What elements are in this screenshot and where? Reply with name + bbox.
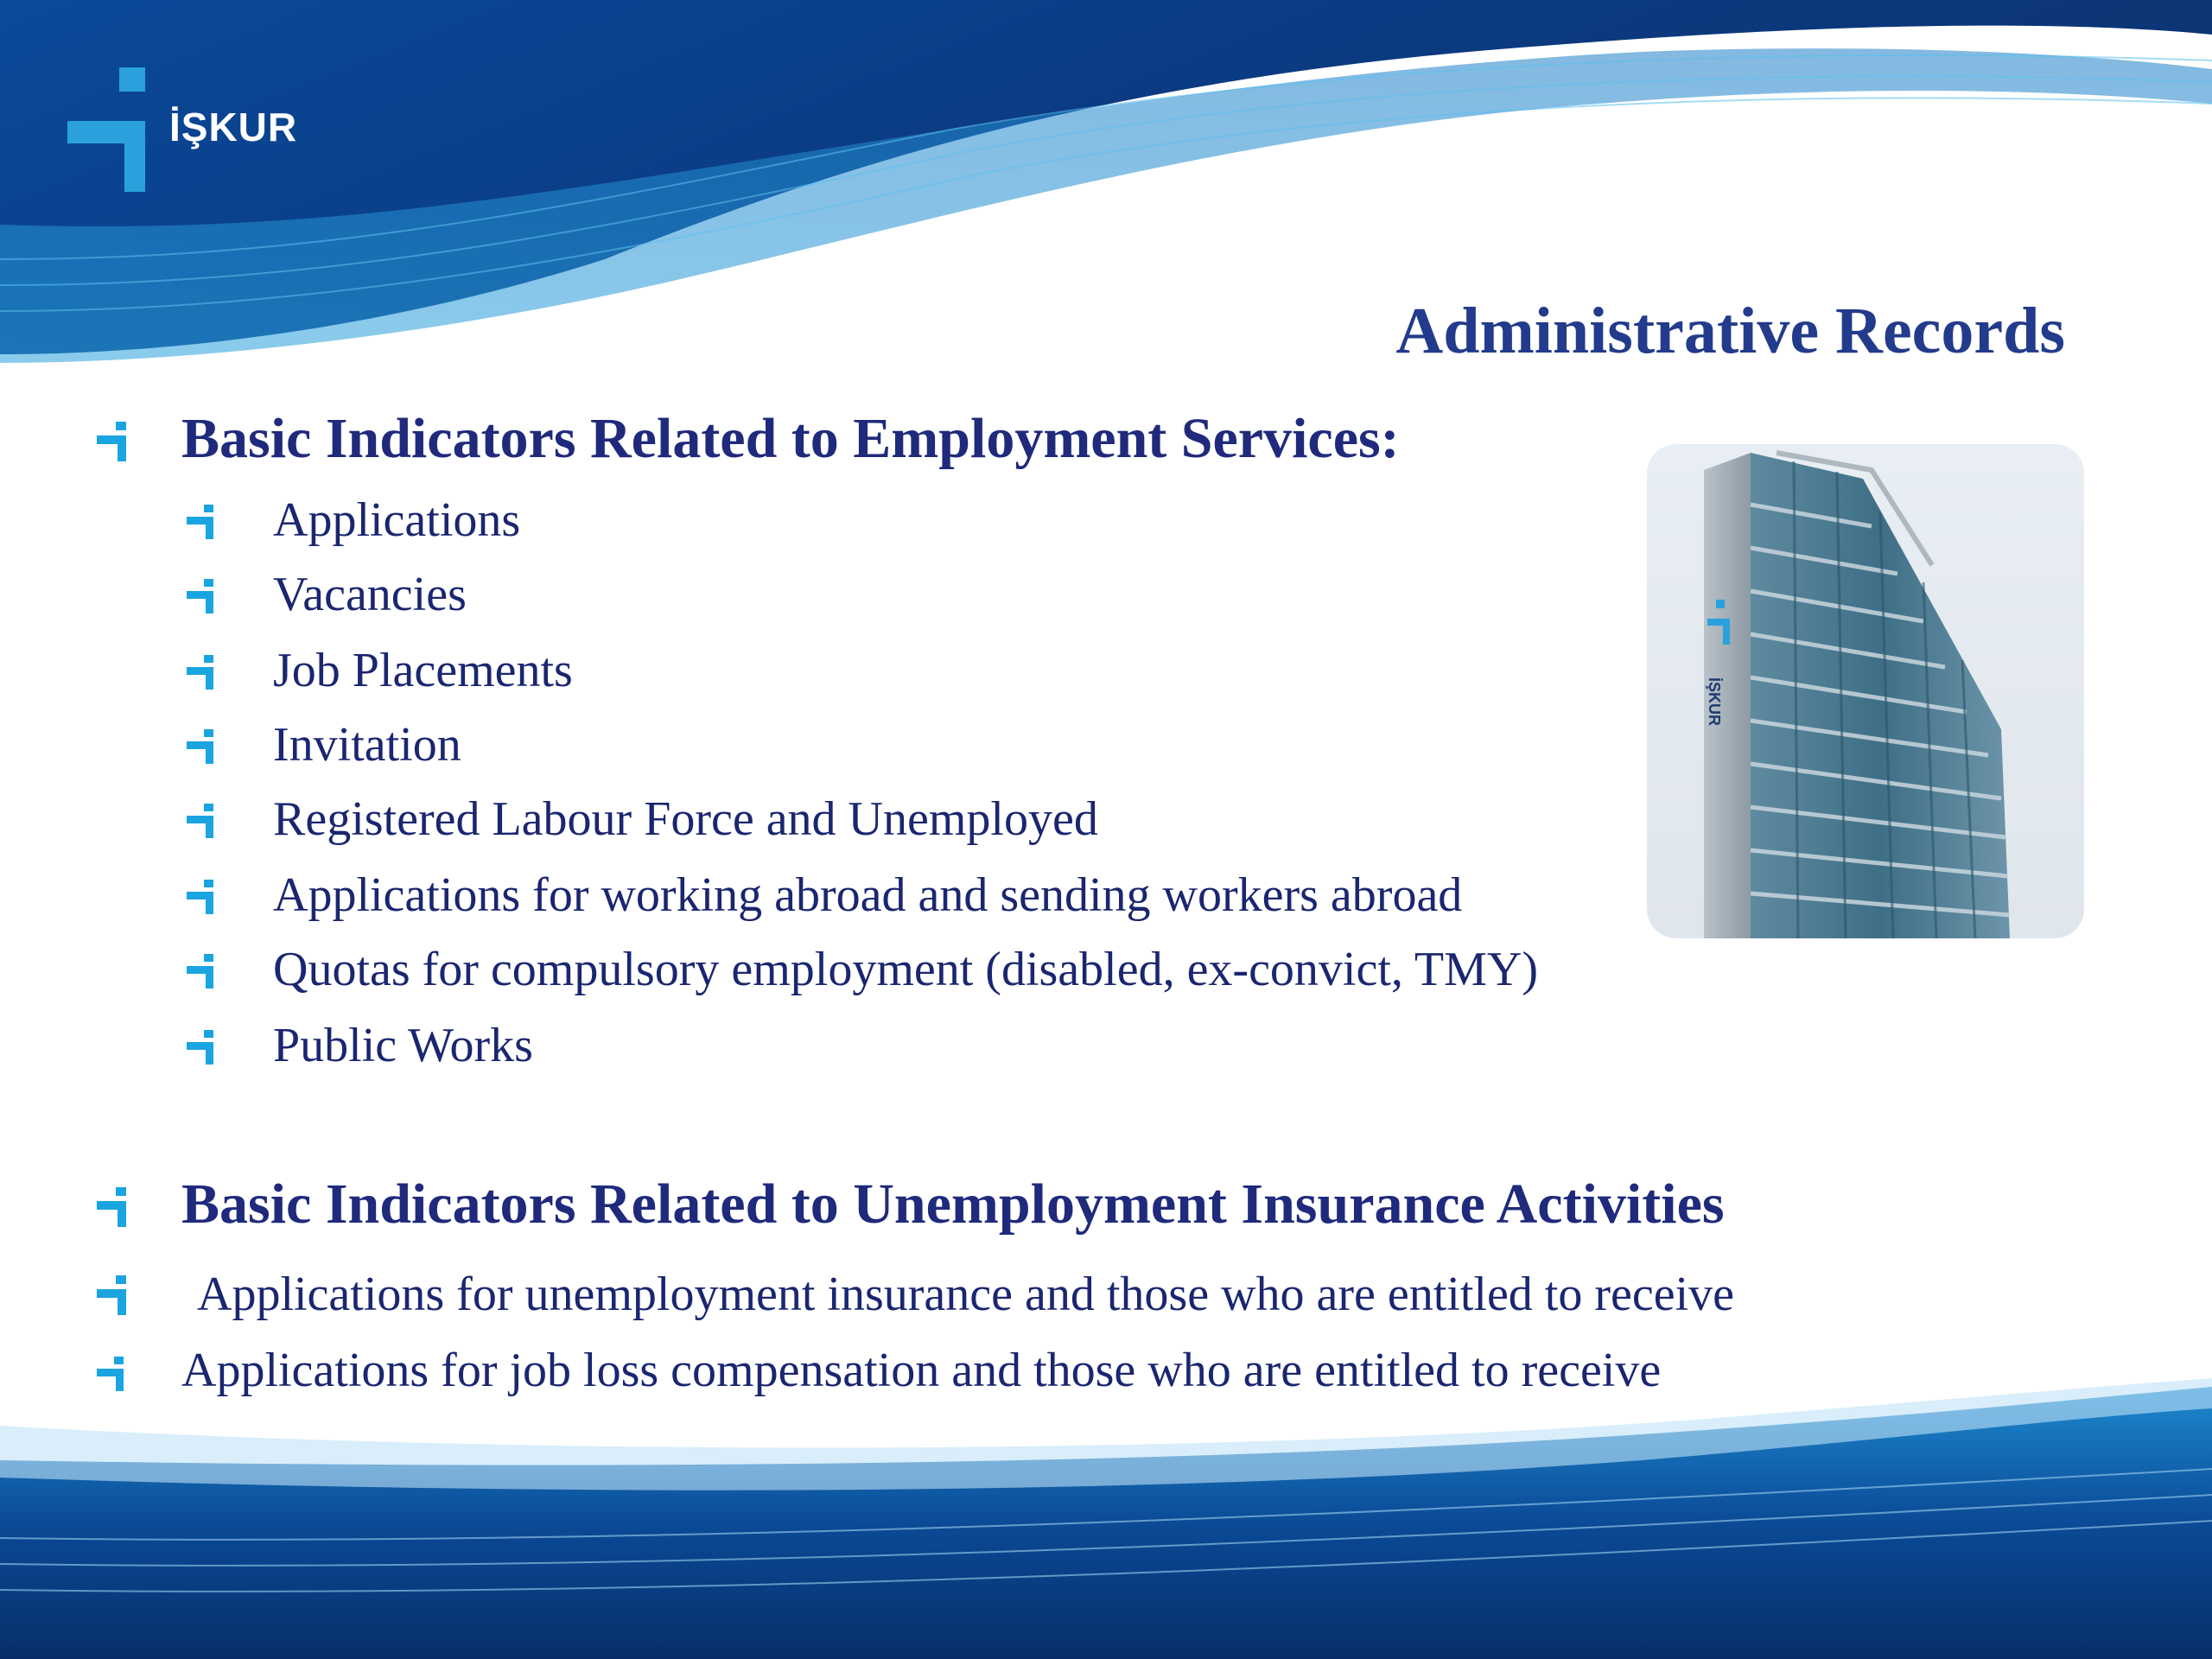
bullet-icon	[187, 729, 218, 764]
bullet-icon	[97, 1275, 131, 1315]
section-heading: Basic Indicators Related to Employment Services:	[181, 407, 1400, 470]
building-photo	[1647, 444, 2084, 938]
bullet-icon	[97, 422, 131, 461]
list-item: Applications for unemployment insurance and those who are entitled to receive	[197, 1268, 1734, 1321]
list-item: Job Placements	[273, 644, 573, 697]
list-item: Registered Labour Force and Unemployed	[273, 792, 1098, 846]
list-item: Quotas for compulsory employment (disabled, ex-convict, TMY)	[273, 943, 1538, 996]
list-item: Applications	[273, 493, 521, 547]
bullet-icon	[187, 579, 218, 613]
bullet-icon	[97, 1357, 128, 1391]
bullet-icon	[187, 880, 218, 914]
bullet-icon	[187, 1030, 218, 1065]
list-item: Applications for working abroad and sending workers abroad	[273, 868, 1463, 922]
bullet-icon	[97, 1187, 131, 1227]
bullet-icon	[187, 804, 218, 838]
list-item: Public Works	[273, 1019, 533, 1072]
bullet-icon	[187, 505, 218, 539]
list-item: Invitation	[273, 718, 461, 772]
building-sign-text: İŞKUR	[1706, 677, 1723, 727]
logo-brand-text: İŞKUR	[169, 105, 298, 149]
bullet-icon	[187, 954, 218, 988]
section-heading: Basic Indicators Related to Unemployment Insurance Activities	[181, 1173, 1725, 1236]
list-item: Applications for job loss compensation and those who are entitled to receive	[181, 1344, 1662, 1397]
page-title: Administrative Records	[1395, 295, 2065, 367]
bullet-icon	[187, 655, 218, 690]
list-item: Vacancies	[273, 568, 467, 621]
